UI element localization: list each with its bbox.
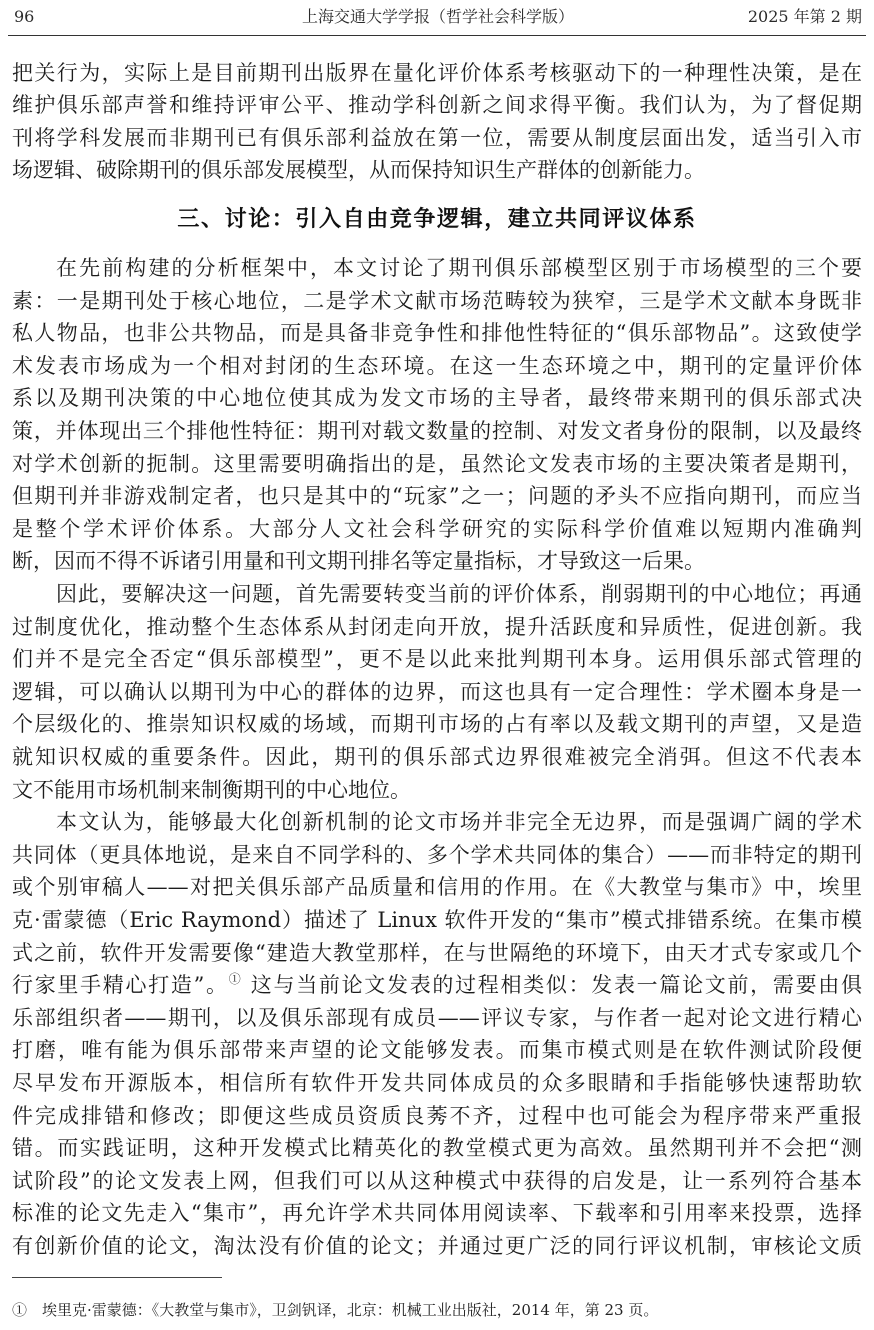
paragraph-line: 试阶段”的论文发表上网，但我们可以从这种模式中获得的启发是，让一系列符合基本 (12, 1168, 862, 1193)
footnote (12, 1298, 658, 1322)
paragraph-line: 文不能用市场机制来制衡期刊的中心地位。 (12, 777, 411, 802)
paragraph-line: 素：一是期刊处于核心地位，二是学术文献市场范畴较为狭窄，三是学术文献本身既非 (12, 288, 862, 313)
header-rule (8, 35, 866, 36)
paragraph-line: 策，并体现出三个排他性特征：期刊对载文数量的控制、对发文者身份的限制，以及最终 (12, 419, 862, 444)
paragraph-line: 尽早发布开源版本，相信所有软件开发共同体成员的众多眼睛和手指能够快速帮助软 (12, 1070, 862, 1095)
body-text (12, 57, 862, 1263)
paragraph-line: 私人物品，也非公共物品，而是具备非竞争性和排他性特征的“俱乐部物品”。这致使学 (12, 321, 862, 346)
paragraph-line: 在先前构建的分析框架中，本文讨论了期刊俱乐部模型区别于市场模型的三个要 (56, 256, 862, 281)
paragraph-line (12, 969, 862, 1002)
line-text: 这与当前论文发表的过程相类似：发表一篇论文前，需要由俱 (242, 973, 862, 998)
paragraph-line: 件完成排错和修改；即便这些成员资质良莠不齐，过程中也可能会为程序带来严重报 (12, 1103, 862, 1128)
issue-label: 2025 年第 2 期 (747, 7, 862, 26)
body-paragraph (12, 806, 862, 1262)
body-paragraph (12, 57, 862, 187)
paragraph-line: 对学术创新的扼制。这里需要明确指出的是，虽然论文发表市场的主要决策者是期刊， (12, 451, 862, 476)
paragraph-line: 标准的论文先走入“集市”，再允许学术共同体用阅读率、下载率和引用率来投票，选择 (12, 1201, 862, 1226)
paragraph-line: 个层级化的、推崇知识权威的场域，而期刊市场的占有率以及载文期刊的声望，又是造 (12, 712, 862, 737)
paragraph-line: 场逻辑、破除期刊的俱乐部发展模型，从而保持知识生产群体的创新能力。 (12, 158, 705, 183)
paragraph-line: 把关行为，实际上是目前期刊出版界在量化评价体系考核驱动下的一种理性决策，是在 (12, 60, 862, 85)
paragraph-line: 但期刊并非游戏制定者，也只是其中的“玩家”之一；问题的矛头不应指向期刊，而应当 (12, 484, 862, 509)
paragraph-line: 刊将学科发展而非期刊已有俱乐部利益放在第一位，需要从制度层面出发，适当引入市 (12, 125, 862, 150)
footnote-marker: ① (12, 1301, 28, 1319)
paragraph-line: 维护俱乐部声誉和维持评审公平、推动学科创新之间求得平衡。我们认为，为了督促期 (12, 93, 862, 118)
running-header (14, 5, 862, 29)
paragraph-line: 或个别审稿人——对把关俱乐部产品质量和信用的作用。在《大教堂与集市》中，埃里 (12, 875, 862, 900)
paragraph-line: 们并不是完全否定“俱乐部模型”，更不是以此来批判期刊本身。运用俱乐部式管理的 (12, 647, 862, 672)
paragraph-line: 错。而实践证明，这种开发模式比精英化的教堂模式更为高效。虽然期刊并不会把“测 (12, 1136, 862, 1161)
paragraph-line: 打磨，唯有能为俱乐部带来声望的论文能够发表。而集市模式则是在软件测试阶段便 (12, 1038, 862, 1063)
line-text: 行家里手精心打造”。 (12, 973, 229, 998)
paragraph-line: 本文认为，能够最大化创新机制的论文市场并非完全无边界，而是强调广阔的学术 (56, 810, 862, 835)
paragraph-line: 断，因而不得不诉诸引用量和刊文期刊排名等定量指标，才导致这一后果。 (12, 549, 705, 574)
page-number: 96 (14, 7, 35, 26)
paragraph-line: 式之前，软件开发需要像“建造大教堂那样，在与世隔绝的环境下，由天才式专家或几个 (12, 940, 862, 965)
section-heading: 三、讨论：引入自由竞争逻辑，建立共同评议体系 (177, 206, 697, 232)
paragraph-line: 是整个学术评价体系。大部分人文社会科学研究的实际科学价值难以短期内准确判 (12, 516, 862, 541)
journal-title: 上海交通大学学报（哲学社会科学版） (301, 7, 574, 26)
paragraph-line: 就知识权威的重要条件。因此，期刊的俱乐部式边界很难被完全消弭。但这不代表本 (12, 744, 862, 769)
footnote-rule (12, 1277, 222, 1278)
paragraph-line: 过制度优化，推动整个生态体系从封闭走向开放，提升活跃度和异质性，促进创新。我 (12, 614, 862, 639)
paragraph-line: 乐部组织者——期刊，以及俱乐部现有成员——评议专家，与作者一起对论文进行精心 (12, 1005, 862, 1030)
paragraph-line: 因此，要解决这一问题，首先需要转变当前的评价体系，削弱期刊的中心地位；再通 (56, 582, 862, 606)
paragraph-line: 有创新价值的论文，淘汰没有价值的论文；并通过更广泛的同行评议机制，审核论文质 (12, 1233, 862, 1258)
paragraph-line: 克·雷蒙德（Eric Raymond）描述了 Linux 软件开发的“集市”模式排错系统。在集市模 (12, 907, 862, 932)
paragraph-line: 逻辑，可以确认以期刊为中心的群体的边界，而这也具有一定合理性：学术圈本身是一 (12, 679, 862, 704)
paragraph-line: 系以及期刊决策的中心地位使其成为发文市场的主导者，最终带来期刊的俱乐部式决 (12, 386, 862, 411)
footnote-text: 埃里克·雷蒙德：《大教堂与集市》，卫剑钒译，北京：机械工业出版社，2014 年，第 23 页。 (42, 1301, 659, 1319)
body-paragraph (12, 252, 862, 578)
footnote-reference: ① (228, 972, 243, 987)
body-paragraph (12, 578, 862, 806)
paragraph-line: 术发表市场成为一个相对封闭的生态环境。在这一生态环境之中，期刊的定量评价体 (12, 353, 862, 378)
paragraph-line: 共同体（更具体地说，是来自不同学科的、多个学术共同体的集合）——而非特定的期刊 (12, 842, 862, 867)
